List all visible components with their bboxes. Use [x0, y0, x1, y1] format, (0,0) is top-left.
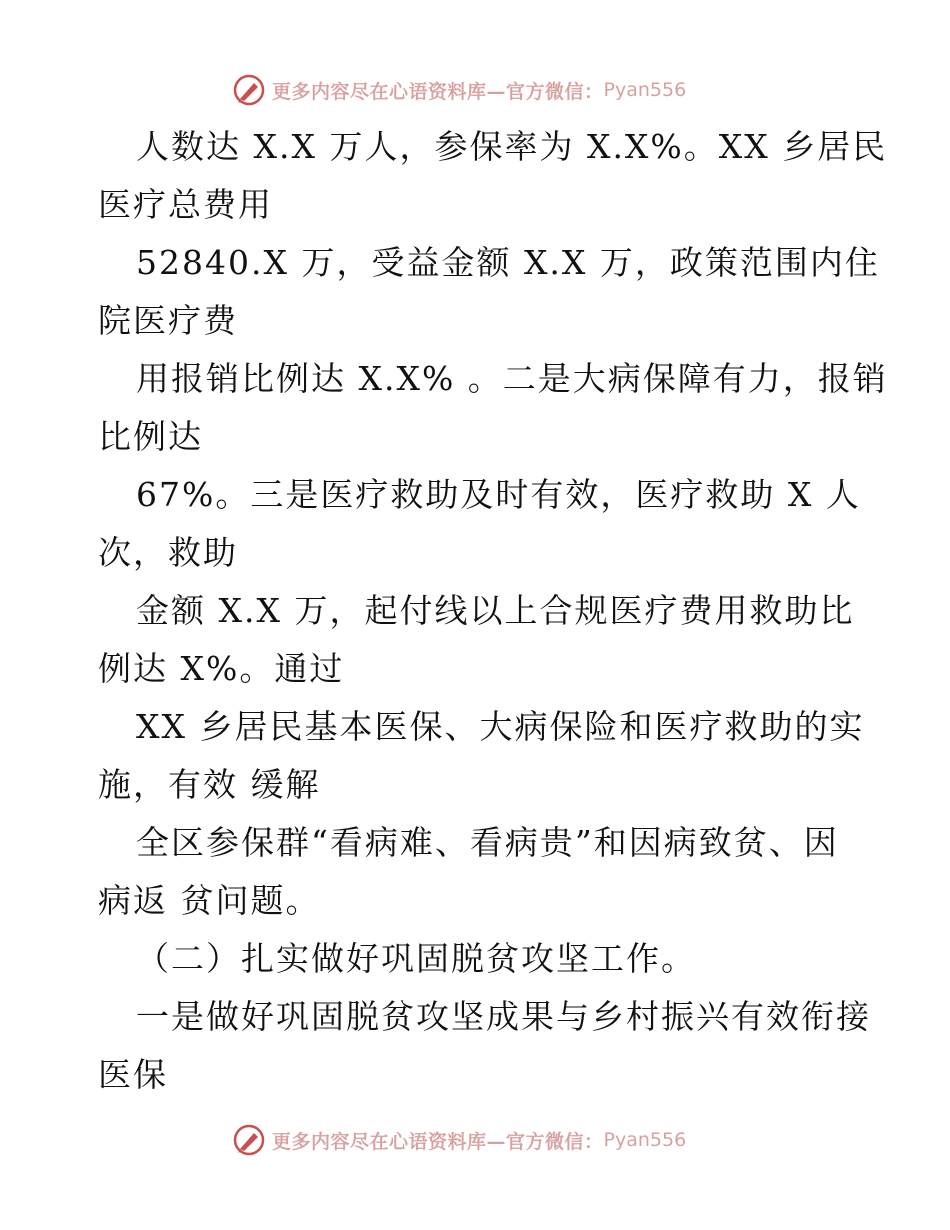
section-heading: （二）扎实做好巩固脱贫攻坚工作。 [136, 939, 696, 978]
body-line: 次，救助 [98, 533, 238, 572]
footer-banner-wechat: Pyan556 [603, 1129, 687, 1151]
footer-watermark-banner [232, 1120, 686, 1160]
body-line: 医保 [98, 1055, 168, 1094]
body-line: 例达 X%。通过 [98, 649, 345, 688]
body-line: 院医疗费 [98, 301, 238, 340]
body-line: 全区参保群“看病难、看病贵”和因病致贫、因 [136, 823, 839, 862]
header-banner-wechat: Pyan556 [603, 79, 687, 101]
body-line: 67%。三是医疗救助及时有效，医疗救助 X 人 [136, 475, 861, 514]
body-line: 52840.X 万，受益金额 X.X 万，政策范围内住 [136, 243, 880, 282]
body-line: 病返 贫问题。 [98, 881, 321, 920]
header-banner-text: 更多内容尽在心语资料库—官方微信： [272, 80, 604, 103]
body-line: 人数达 X.X 万人，参保率为 X.X%。XX 乡居民 [136, 127, 888, 166]
body-line: 施，有效 缓解 [98, 765, 321, 804]
body-line: 一是做好巩固脱贫攻坚成果与乡村振兴有效衔接 [136, 997, 871, 1036]
body-line: 医疗总费用 [98, 185, 273, 224]
body-line: 用报销比例达 X.X% 。二是大病保障有力，报销 [136, 359, 888, 398]
body-line: 比例达 [98, 417, 203, 456]
body-line: 金额 X.X 万，起付线以上合规医疗费用救助比 [136, 591, 855, 630]
document-body [98, 118, 888, 1104]
body-line: XX 乡居民基本医保、大病保险和医疗救助的实 [136, 707, 865, 746]
pen-logo-icon [232, 1123, 266, 1157]
pen-logo-icon [232, 73, 266, 107]
footer-banner-text: 更多内容尽在心语资料库—官方微信： [272, 1130, 604, 1153]
header-watermark-banner [232, 70, 686, 110]
